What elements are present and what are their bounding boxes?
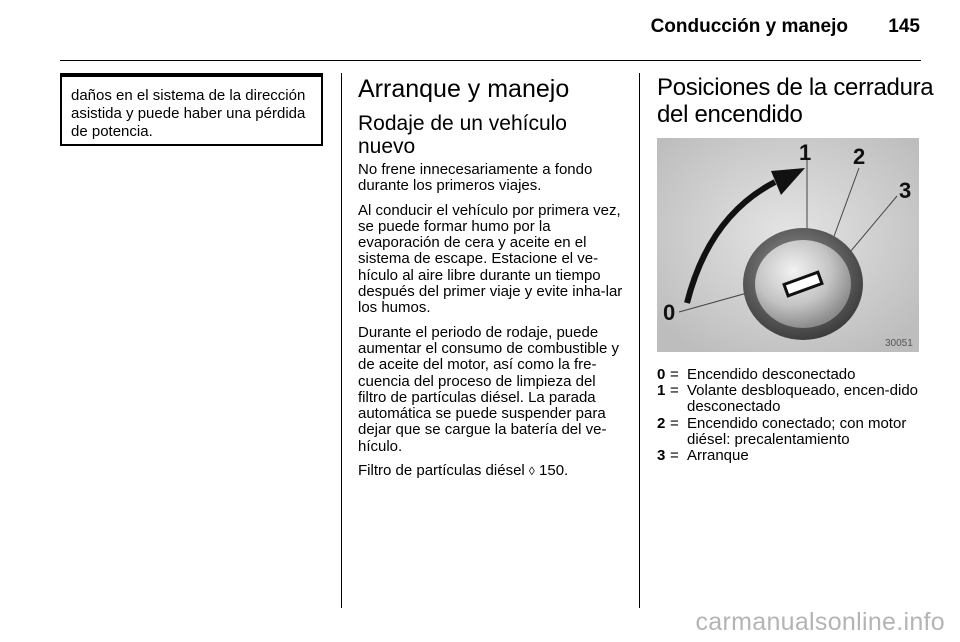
starting-section — [358, 74, 623, 487]
ignition-legend — [657, 367, 923, 464]
column-divider-right — [639, 73, 640, 608]
position-label-3: 3 — [899, 178, 912, 203]
legend-text: Encendido conectado; con motor diésel: precalentamiento — [687, 414, 907, 448]
legend-number: 3 — [657, 447, 666, 465]
watermark: carmanualsonline.info — [695, 608, 945, 636]
paragraph-2: Al conducir el vehículo por primera vez, se puede formar humo por la evaporación de cera y aceite en el sistema de escape. Estacione el ve-hículo al aire libre durante un tiempo después del primer viaje y evite inha-lar los humos. — [358, 201, 623, 317]
crossref-page: 150. — [539, 462, 569, 480]
position-label-0: 0 — [663, 300, 676, 325]
crossref-text: Filtro de partículas diésel — [358, 462, 525, 480]
paragraph-3: Durante el periodo de rodaje, puede aumentar el consumo de combustible y de aceite del motor, así como la fre-cuencia del proceso de limpieza del filtro de partículas diésel. La parada automática se puede suspender para dejar que se cargue la batería del ve-hículo. — [358, 323, 619, 455]
legend-number: 0 — [657, 366, 666, 383]
position-label-1: 1 — [799, 140, 812, 165]
position-label-2: 2 — [853, 144, 866, 169]
crossref-arrow-icon: ◊ — [528, 464, 535, 479]
section-title: Arranque y manejo — [358, 75, 570, 103]
legend-equals: = — [670, 366, 679, 383]
legend-number: 2 — [657, 414, 666, 432]
notice-text: daños en el sistema de la dirección asistida y puede haber una pérdida de potencia. — [71, 87, 306, 140]
page-header-title: Conducción y manejo — [650, 16, 848, 37]
header-divider — [60, 60, 921, 61]
ignition-section — [657, 74, 934, 128]
ignition-lock-figure — [657, 138, 919, 352]
column-divider-left — [341, 73, 342, 608]
figure-id: 30051 — [885, 338, 913, 349]
page-number: 145 — [888, 16, 920, 37]
legend-item — [657, 367, 923, 383]
legend-number: 1 — [657, 382, 666, 400]
legend-item — [657, 448, 923, 464]
legend-text: Encendido desconectado — [687, 366, 856, 383]
legend-text: Arranque — [687, 447, 749, 465]
crossref[interactable] — [358, 463, 623, 479]
legend-item — [657, 416, 923, 448]
legend-equals: = — [670, 447, 679, 465]
paragraph-1: No frene innecesariamente a fondo durante los primeros viajes. — [358, 161, 593, 195]
legend-item — [657, 383, 923, 415]
section-subtitle: Rodaje de un vehículo nuevo — [358, 112, 567, 158]
ignition-title-line1: Posiciones de la cerradura — [657, 74, 934, 101]
legend-text: Volante desbloqueado, encen-dido desconectado — [687, 382, 919, 416]
ignition-title-line2: del encendido — [657, 101, 803, 128]
legend-equals: = — [670, 382, 679, 400]
legend-equals: = — [670, 414, 679, 432]
notice-box — [60, 73, 323, 146]
